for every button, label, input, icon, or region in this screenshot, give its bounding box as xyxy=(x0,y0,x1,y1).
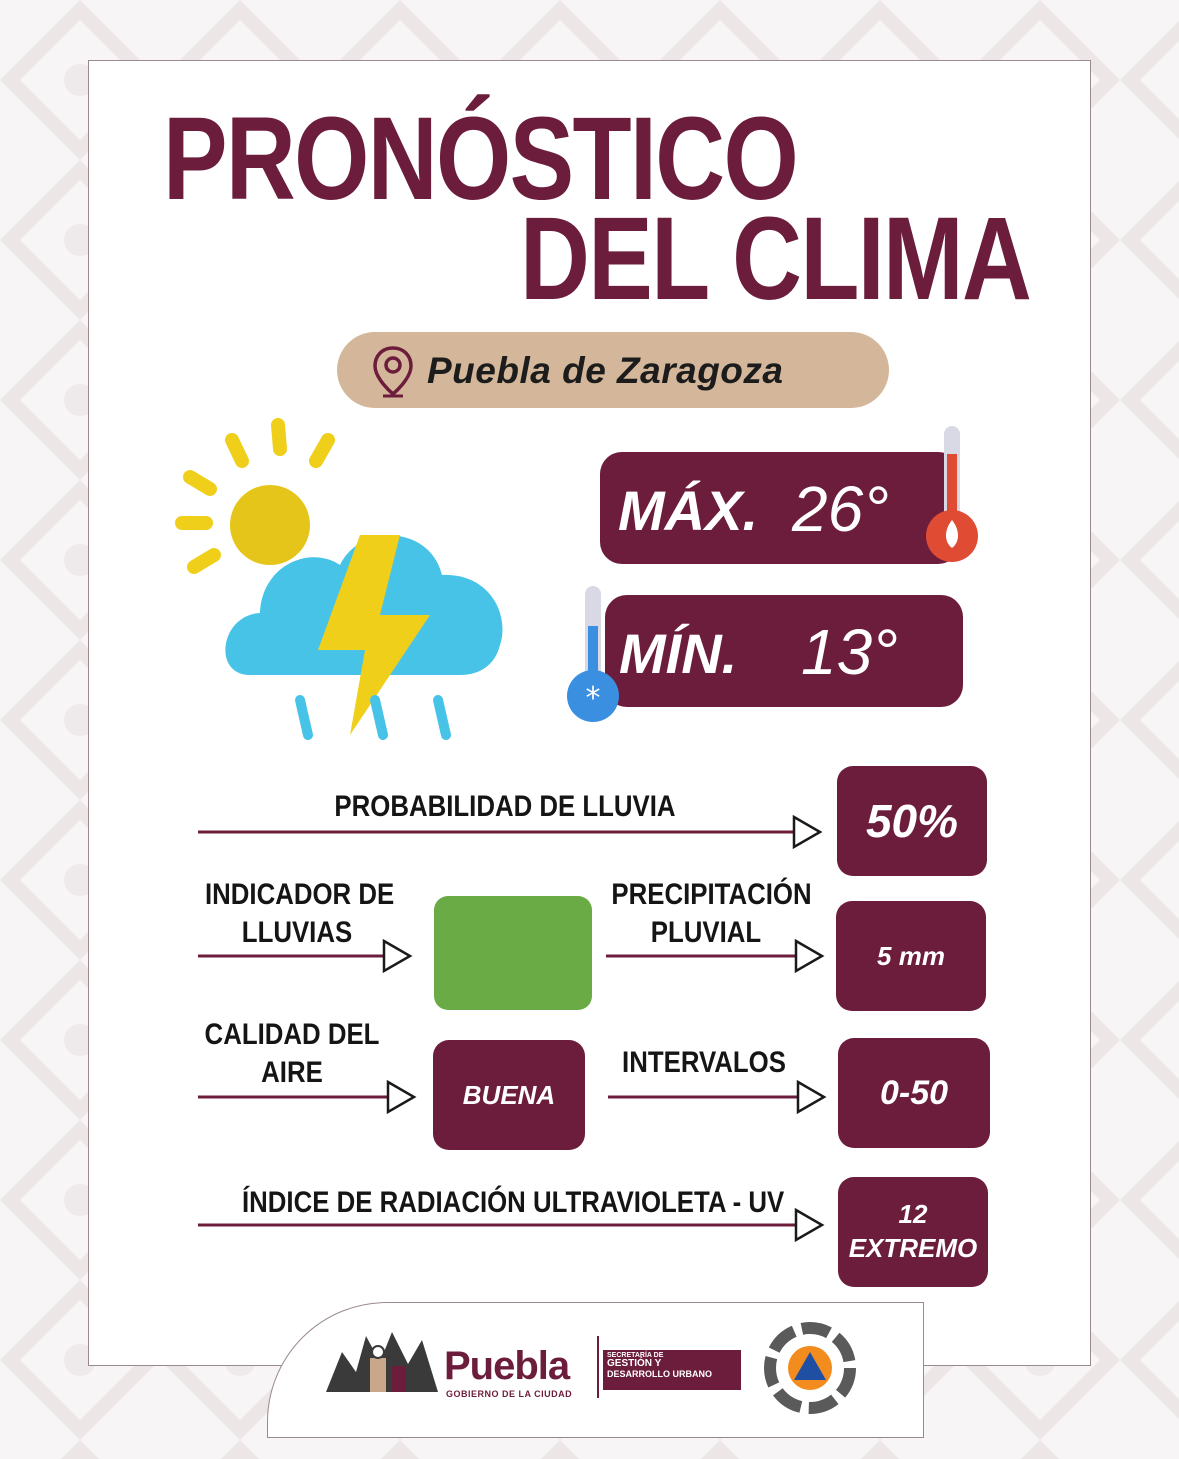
secretaria-line2: GESTIÓN Y xyxy=(607,1358,662,1370)
secretaria-line1: SECRETARÍA DE xyxy=(607,1352,664,1359)
puebla-brand-sub: GOBIERNO DE LA CIUDAD xyxy=(446,1389,573,1399)
rain-probability-value: 50% xyxy=(837,766,987,876)
civil-protection-icon xyxy=(760,1320,860,1416)
precipitation-label-line2: PLUVIAL xyxy=(650,915,762,949)
rain-indicator-label-line2: LLUVIAS xyxy=(241,915,353,949)
rain-indicator-label-line1: INDICADOR DE xyxy=(204,878,395,911)
puebla-city-emblem-icon xyxy=(322,1322,442,1402)
uv-index-value: 12 xyxy=(898,1199,928,1230)
title-line-2: DEL CLIMA xyxy=(520,193,1031,325)
min-temp-label: MÍN. xyxy=(619,622,738,685)
arrow-air-quality xyxy=(198,1078,418,1118)
map-pin-icon xyxy=(371,344,415,400)
min-temp-value: 13° xyxy=(801,616,898,688)
arrow-rain-probability xyxy=(198,813,824,853)
storm-cloud-sun-icon xyxy=(170,415,530,755)
cold-thermometer-icon xyxy=(560,586,626,726)
intervals-value: 0-50 xyxy=(838,1038,990,1148)
arrow-rain-indicator xyxy=(198,937,414,977)
max-temp-value: 26° xyxy=(792,473,889,545)
uv-index-level: EXTREMO xyxy=(848,1233,978,1263)
secretaria-logo xyxy=(603,1350,741,1390)
hot-thermometer-icon xyxy=(922,424,986,574)
air-quality-value: BUENA xyxy=(433,1040,585,1150)
arrow-intervals xyxy=(608,1078,828,1118)
air-quality-label-line2: AIRE xyxy=(261,1055,323,1089)
intervals-label: INTERVALOS xyxy=(622,1046,786,1079)
puebla-brand: Puebla xyxy=(444,1344,570,1388)
max-temp-label: MÁX. xyxy=(618,479,758,542)
max-temperature-box xyxy=(600,452,960,564)
arrow-precipitation xyxy=(606,937,826,977)
uv-index-label: ÍNDICE DE RADIACIÓN ULTRAVIOLETA - UV xyxy=(242,1186,785,1219)
uv-index-box xyxy=(838,1177,988,1287)
location-name: Puebla de Zaragoza xyxy=(427,350,784,391)
title-line-1: PRONÓSTICO xyxy=(163,93,798,225)
logo-divider xyxy=(597,1336,599,1398)
air-quality-label-line1: CALIDAD DEL xyxy=(204,1018,380,1051)
min-temperature-box xyxy=(605,595,963,707)
location-badge xyxy=(337,332,889,408)
rain-indicator-color xyxy=(434,896,592,1010)
rain-probability-label: PROBABILIDAD DE LLUVIA xyxy=(334,790,676,823)
precipitation-value: 5 mm xyxy=(836,901,986,1011)
svg-text:*: * xyxy=(585,681,601,716)
arrow-uv-index xyxy=(198,1206,826,1246)
precipitation-label-line1: PRECIPITACIÓN xyxy=(611,878,812,911)
secretaria-line3: DESARROLLO URBANO xyxy=(607,1368,712,1379)
